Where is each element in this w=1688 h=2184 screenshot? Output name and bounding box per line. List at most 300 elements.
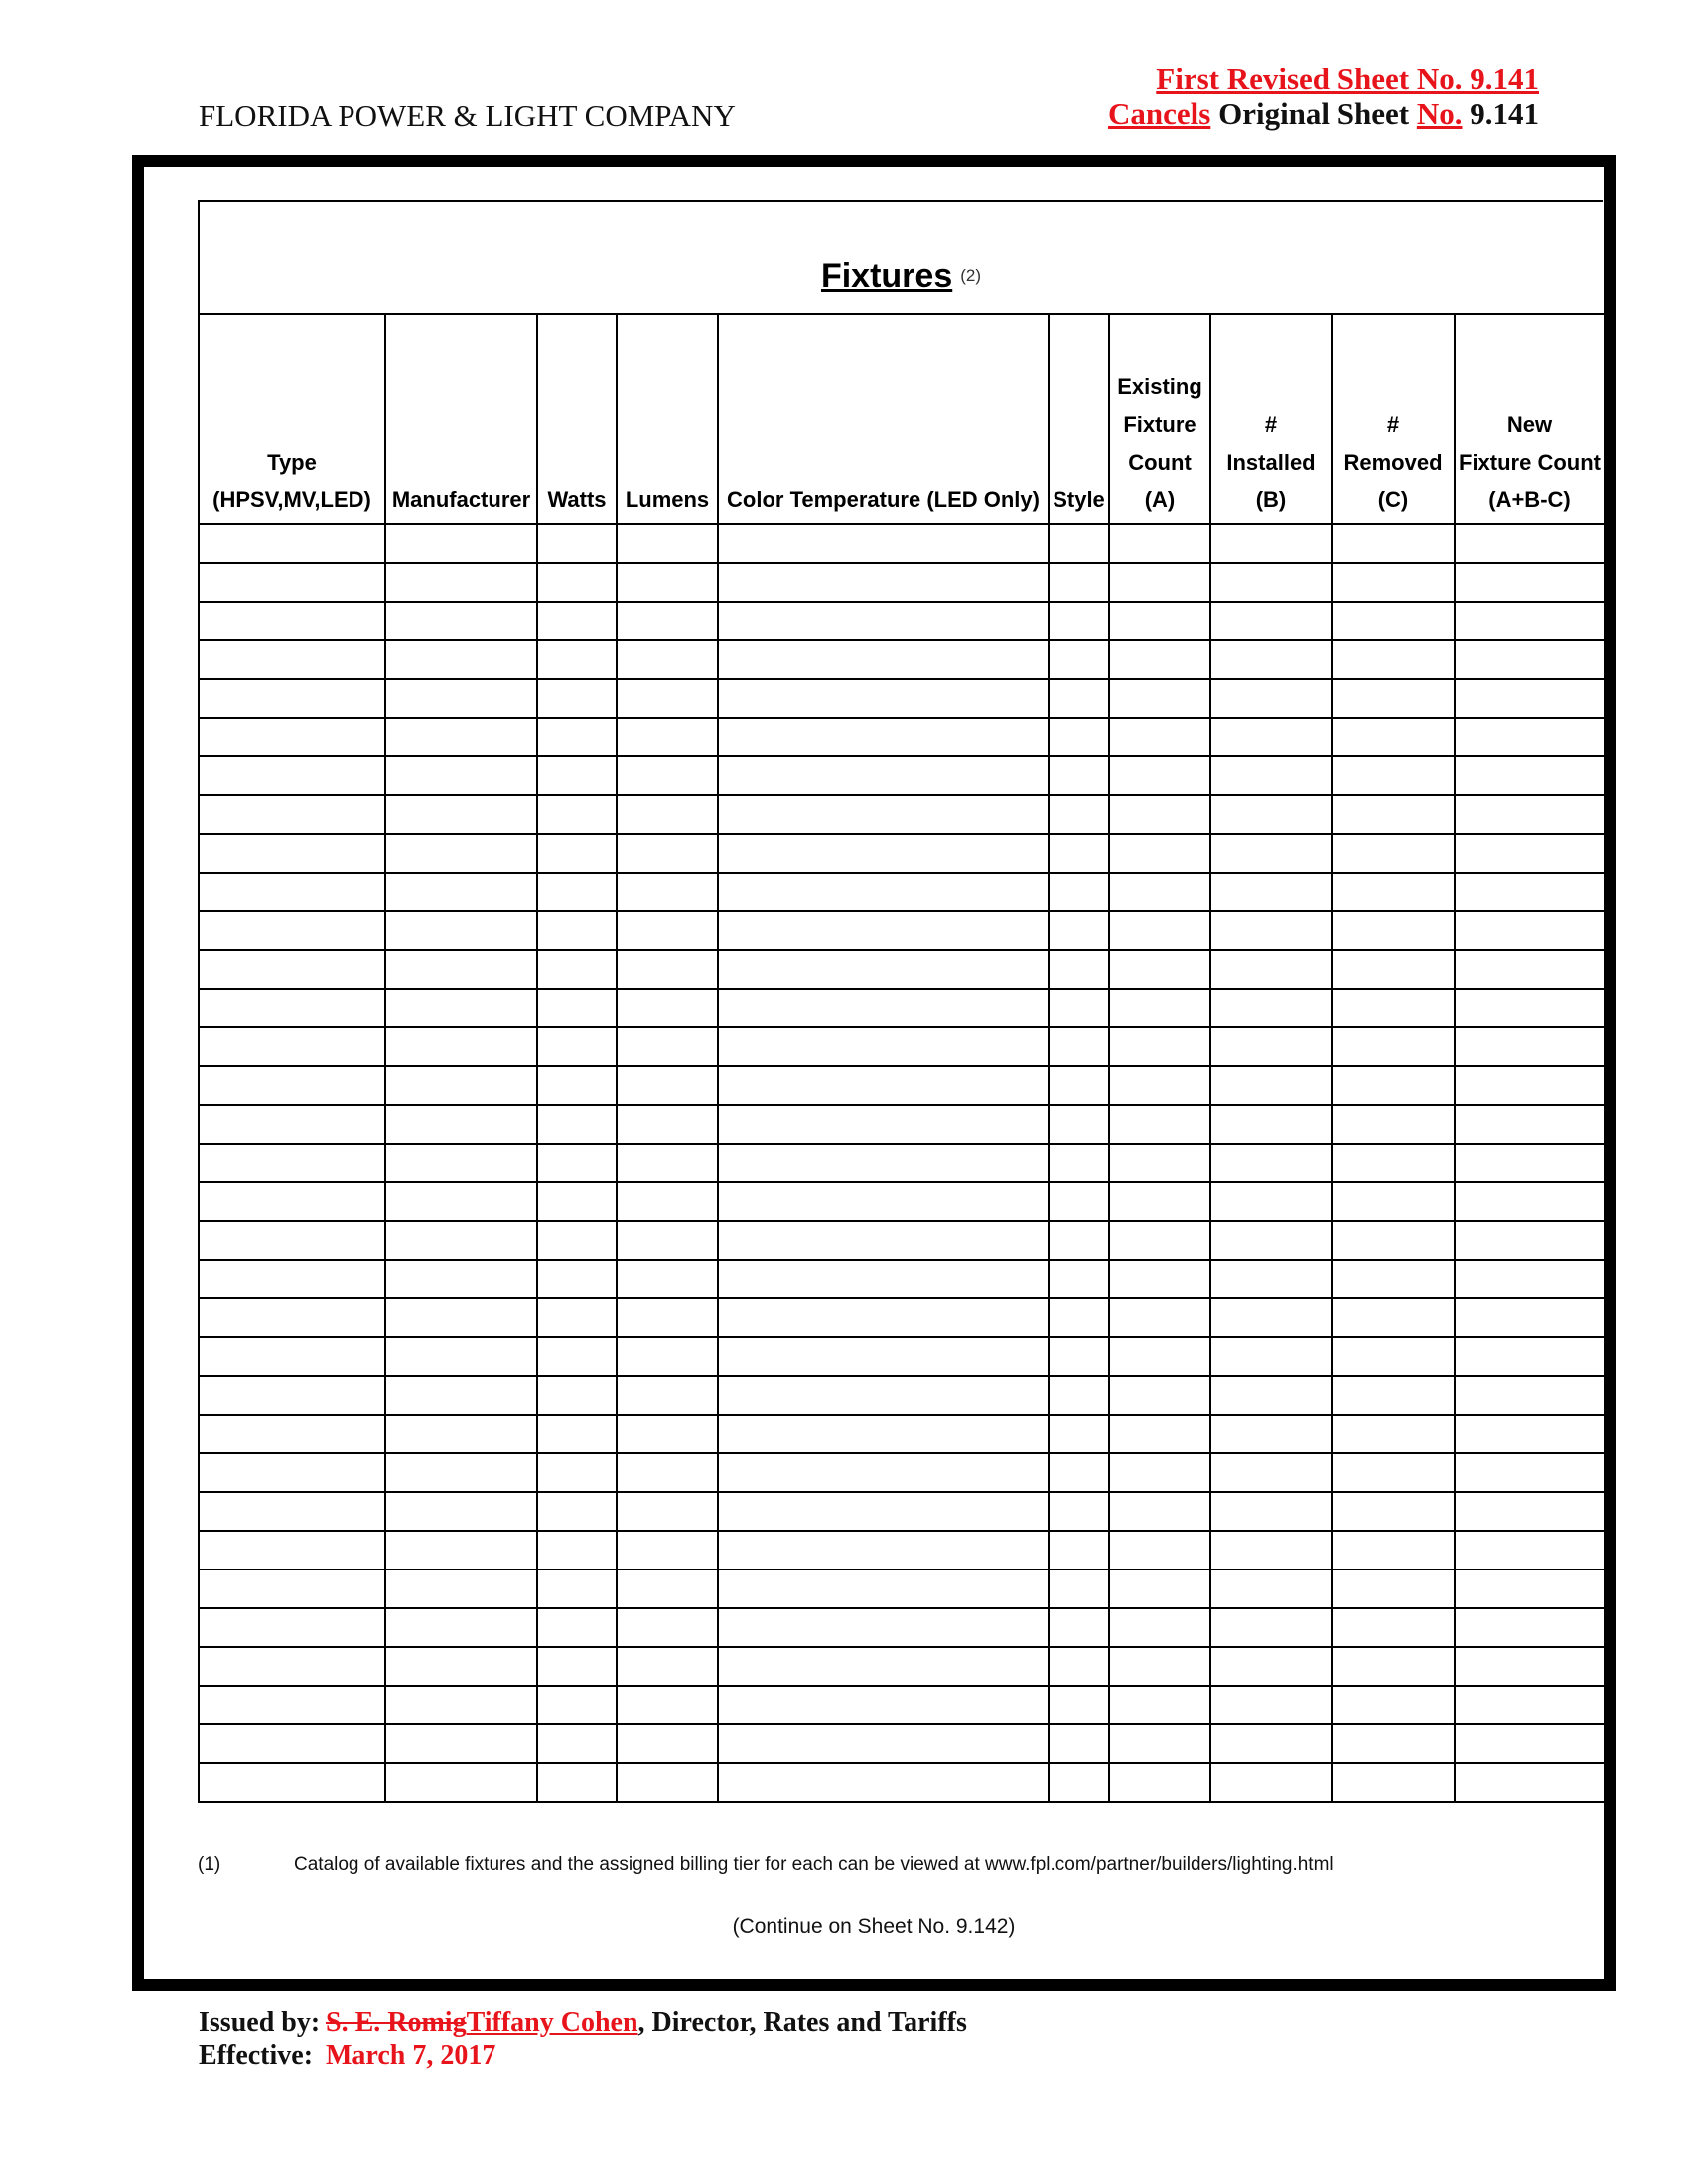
table-cell[interactable] (1109, 1531, 1210, 1570)
table-cell[interactable] (1210, 524, 1332, 563)
table-cell[interactable] (385, 1221, 537, 1260)
table-cell[interactable] (199, 1105, 385, 1144)
table-cell[interactable] (199, 1492, 385, 1531)
table-cell[interactable] (199, 873, 385, 911)
table-cell[interactable] (718, 756, 1049, 795)
table-cell[interactable] (199, 602, 385, 640)
table-cell[interactable] (1210, 1453, 1332, 1492)
table-cell[interactable] (617, 1298, 718, 1337)
table-cell[interactable] (617, 1337, 718, 1376)
table-cell[interactable] (537, 640, 617, 679)
table-cell[interactable] (1049, 873, 1109, 911)
table-cell[interactable] (1332, 679, 1455, 718)
table-cell[interactable] (1210, 1144, 1332, 1182)
table-cell[interactable] (537, 1337, 617, 1376)
table-cell[interactable] (199, 1608, 385, 1647)
table-cell[interactable] (199, 1570, 385, 1608)
table-cell[interactable] (718, 1066, 1049, 1105)
table-cell[interactable] (1455, 911, 1604, 950)
table-cell[interactable] (1109, 1608, 1210, 1647)
table-cell[interactable] (385, 834, 537, 873)
table-cell[interactable] (199, 795, 385, 834)
table-cell[interactable] (1455, 1724, 1604, 1763)
table-cell[interactable] (1332, 1027, 1455, 1066)
table-cell[interactable] (1210, 640, 1332, 679)
table-cell[interactable] (1210, 1066, 1332, 1105)
table-cell[interactable] (1210, 1221, 1332, 1260)
table-cell[interactable] (1210, 1337, 1332, 1376)
table-cell[interactable] (617, 795, 718, 834)
table-cell[interactable] (617, 1570, 718, 1608)
table-cell[interactable] (718, 1144, 1049, 1182)
table-cell[interactable] (1455, 1260, 1604, 1298)
table-cell[interactable] (1049, 1260, 1109, 1298)
table-cell[interactable] (617, 1182, 718, 1221)
table-cell[interactable] (1109, 1066, 1210, 1105)
table-cell[interactable] (1049, 718, 1109, 756)
table-cell[interactable] (199, 1066, 385, 1105)
table-cell[interactable] (1109, 1337, 1210, 1376)
table-cell[interactable] (617, 1260, 718, 1298)
table-cell[interactable] (1455, 718, 1604, 756)
table-cell[interactable] (1210, 834, 1332, 873)
table-cell[interactable] (1210, 602, 1332, 640)
table-cell[interactable] (199, 1376, 385, 1415)
table-cell[interactable] (1332, 1531, 1455, 1570)
table-cell[interactable] (537, 1763, 617, 1802)
table-cell[interactable] (199, 1298, 385, 1337)
table-cell[interactable] (537, 795, 617, 834)
table-cell[interactable] (385, 1492, 537, 1531)
table-cell[interactable] (718, 1337, 1049, 1376)
table-cell[interactable] (718, 1105, 1049, 1144)
table-cell[interactable] (1049, 1027, 1109, 1066)
table-cell[interactable] (1455, 834, 1604, 873)
table-cell[interactable] (617, 679, 718, 718)
table-cell[interactable] (1210, 873, 1332, 911)
table-cell[interactable] (1049, 1376, 1109, 1415)
table-cell[interactable] (385, 911, 537, 950)
table-cell[interactable] (1455, 524, 1604, 563)
table-cell[interactable] (1109, 1647, 1210, 1686)
table-cell[interactable] (718, 1492, 1049, 1531)
table-cell[interactable] (199, 989, 385, 1027)
table-cell[interactable] (1210, 1298, 1332, 1337)
table-cell[interactable] (199, 524, 385, 563)
table-cell[interactable] (1455, 873, 1604, 911)
table-cell[interactable] (1332, 989, 1455, 1027)
table-cell[interactable] (617, 1492, 718, 1531)
table-cell[interactable] (199, 1724, 385, 1763)
table-cell[interactable] (1049, 1724, 1109, 1763)
table-cell[interactable] (1332, 1066, 1455, 1105)
table-cell[interactable] (1049, 1221, 1109, 1260)
table-cell[interactable] (385, 1724, 537, 1763)
table-cell[interactable] (1455, 1066, 1604, 1105)
table-cell[interactable] (385, 1105, 537, 1144)
table-cell[interactable] (718, 524, 1049, 563)
table-cell[interactable] (1049, 911, 1109, 950)
table-cell[interactable] (1332, 911, 1455, 950)
table-cell[interactable] (718, 1570, 1049, 1608)
table-cell[interactable] (385, 989, 537, 1027)
table-cell[interactable] (1332, 1144, 1455, 1182)
table-cell[interactable] (1332, 1415, 1455, 1453)
table-cell[interactable] (199, 911, 385, 950)
table-cell[interactable] (537, 1724, 617, 1763)
table-cell[interactable] (1049, 563, 1109, 602)
table-cell[interactable] (617, 1027, 718, 1066)
table-cell[interactable] (1332, 795, 1455, 834)
table-cell[interactable] (617, 756, 718, 795)
table-cell[interactable] (537, 1144, 617, 1182)
table-cell[interactable] (537, 911, 617, 950)
table-cell[interactable] (1109, 1376, 1210, 1415)
table-cell[interactable] (537, 1608, 617, 1647)
table-cell[interactable] (1210, 1763, 1332, 1802)
table-cell[interactable] (1109, 679, 1210, 718)
table-cell[interactable] (617, 989, 718, 1027)
table-cell[interactable] (718, 1531, 1049, 1570)
table-cell[interactable] (199, 834, 385, 873)
table-cell[interactable] (385, 950, 537, 989)
table-cell[interactable] (537, 989, 617, 1027)
table-cell[interactable] (718, 911, 1049, 950)
table-cell[interactable] (385, 1647, 537, 1686)
table-cell[interactable] (385, 1608, 537, 1647)
table-cell[interactable] (1109, 1570, 1210, 1608)
table-cell[interactable] (617, 640, 718, 679)
table-cell[interactable] (1109, 602, 1210, 640)
table-cell[interactable] (1455, 1608, 1604, 1647)
table-cell[interactable] (718, 1027, 1049, 1066)
table-cell[interactable] (1109, 640, 1210, 679)
table-cell[interactable] (718, 950, 1049, 989)
table-cell[interactable] (617, 1105, 718, 1144)
table-cell[interactable] (385, 1260, 537, 1298)
table-cell[interactable] (1332, 1724, 1455, 1763)
table-cell[interactable] (385, 1686, 537, 1724)
table-cell[interactable] (537, 834, 617, 873)
table-cell[interactable] (385, 756, 537, 795)
table-cell[interactable] (199, 1531, 385, 1570)
table-cell[interactable] (1210, 1724, 1332, 1763)
table-cell[interactable] (537, 1570, 617, 1608)
table-cell[interactable] (1109, 756, 1210, 795)
table-cell[interactable] (718, 640, 1049, 679)
table-cell[interactable] (1210, 679, 1332, 718)
table-cell[interactable] (1455, 1453, 1604, 1492)
table-cell[interactable] (617, 718, 718, 756)
table-cell[interactable] (1455, 563, 1604, 602)
table-cell[interactable] (199, 1144, 385, 1182)
table-cell[interactable] (1109, 1260, 1210, 1298)
table-cell[interactable] (537, 1027, 617, 1066)
table-cell[interactable] (1332, 1182, 1455, 1221)
table-cell[interactable] (718, 873, 1049, 911)
table-cell[interactable] (1332, 1298, 1455, 1337)
table-cell[interactable] (1049, 524, 1109, 563)
table-cell[interactable] (1049, 1763, 1109, 1802)
table-cell[interactable] (1109, 1027, 1210, 1066)
table-cell[interactable] (385, 679, 537, 718)
table-cell[interactable] (537, 1221, 617, 1260)
table-cell[interactable] (1049, 1608, 1109, 1647)
table-cell[interactable] (199, 1686, 385, 1724)
table-cell[interactable] (1049, 834, 1109, 873)
table-cell[interactable] (537, 1415, 617, 1453)
table-cell[interactable] (718, 1182, 1049, 1221)
table-cell[interactable] (718, 563, 1049, 602)
table-cell[interactable] (1049, 1570, 1109, 1608)
table-cell[interactable] (718, 1221, 1049, 1260)
table-cell[interactable] (1109, 1686, 1210, 1724)
table-cell[interactable] (1455, 1492, 1604, 1531)
table-cell[interactable] (1455, 1763, 1604, 1802)
table-cell[interactable] (1049, 1647, 1109, 1686)
table-cell[interactable] (1332, 1337, 1455, 1376)
table-cell[interactable] (537, 602, 617, 640)
table-cell[interactable] (617, 1608, 718, 1647)
table-cell[interactable] (1332, 1453, 1455, 1492)
table-cell[interactable] (718, 679, 1049, 718)
table-cell[interactable] (718, 834, 1049, 873)
table-cell[interactable] (1332, 873, 1455, 911)
table-cell[interactable] (1332, 640, 1455, 679)
table-cell[interactable] (1049, 950, 1109, 989)
table-cell[interactable] (199, 679, 385, 718)
table-cell[interactable] (1109, 1221, 1210, 1260)
table-cell[interactable] (385, 640, 537, 679)
table-cell[interactable] (1049, 1415, 1109, 1453)
table-cell[interactable] (1049, 1144, 1109, 1182)
table-cell[interactable] (1049, 640, 1109, 679)
table-cell[interactable] (1455, 1686, 1604, 1724)
table-cell[interactable] (718, 718, 1049, 756)
table-cell[interactable] (385, 873, 537, 911)
table-cell[interactable] (1332, 950, 1455, 989)
table-cell[interactable] (1455, 1027, 1604, 1066)
table-cell[interactable] (1332, 834, 1455, 873)
table-cell[interactable] (385, 1570, 537, 1608)
table-cell[interactable] (1332, 756, 1455, 795)
table-cell[interactable] (718, 1260, 1049, 1298)
table-cell[interactable] (1455, 1647, 1604, 1686)
table-cell[interactable] (718, 1686, 1049, 1724)
table-cell[interactable] (1332, 1686, 1455, 1724)
table-cell[interactable] (537, 950, 617, 989)
table-cell[interactable] (385, 1453, 537, 1492)
table-cell[interactable] (1049, 602, 1109, 640)
table-cell[interactable] (1210, 1182, 1332, 1221)
table-cell[interactable] (1049, 1298, 1109, 1337)
table-cell[interactable] (1109, 911, 1210, 950)
table-cell[interactable] (1332, 1260, 1455, 1298)
table-cell[interactable] (1049, 1531, 1109, 1570)
table-cell[interactable] (1332, 1570, 1455, 1608)
table-cell[interactable] (1332, 1221, 1455, 1260)
table-cell[interactable] (1049, 1182, 1109, 1221)
table-cell[interactable] (199, 950, 385, 989)
table-cell[interactable] (537, 756, 617, 795)
table-cell[interactable] (718, 1415, 1049, 1453)
table-cell[interactable] (718, 1647, 1049, 1686)
table-cell[interactable] (385, 1337, 537, 1376)
table-cell[interactable] (1210, 950, 1332, 989)
table-cell[interactable] (1210, 911, 1332, 950)
table-cell[interactable] (537, 1492, 617, 1531)
table-cell[interactable] (1455, 1570, 1604, 1608)
table-cell[interactable] (1332, 1763, 1455, 1802)
table-cell[interactable] (1109, 1182, 1210, 1221)
table-cell[interactable] (537, 563, 617, 602)
table-cell[interactable] (1455, 795, 1604, 834)
table-cell[interactable] (385, 563, 537, 602)
table-cell[interactable] (1210, 563, 1332, 602)
table-cell[interactable] (1332, 563, 1455, 602)
table-cell[interactable] (1332, 1492, 1455, 1531)
table-cell[interactable] (1210, 1608, 1332, 1647)
table-cell[interactable] (1049, 1492, 1109, 1531)
table-cell[interactable] (385, 1376, 537, 1415)
table-cell[interactable] (1455, 756, 1604, 795)
table-cell[interactable] (199, 1453, 385, 1492)
table-cell[interactable] (1109, 1492, 1210, 1531)
table-cell[interactable] (1210, 1415, 1332, 1453)
table-cell[interactable] (385, 602, 537, 640)
table-cell[interactable] (1109, 524, 1210, 563)
table-cell[interactable] (617, 873, 718, 911)
table-cell[interactable] (1455, 602, 1604, 640)
table-cell[interactable] (718, 1724, 1049, 1763)
table-cell[interactable] (1455, 1337, 1604, 1376)
table-cell[interactable] (385, 1144, 537, 1182)
table-cell[interactable] (1210, 1647, 1332, 1686)
table-cell[interactable] (1455, 640, 1604, 679)
table-cell[interactable] (617, 950, 718, 989)
table-cell[interactable] (1109, 563, 1210, 602)
table-cell[interactable] (1210, 1105, 1332, 1144)
table-cell[interactable] (1210, 795, 1332, 834)
table-cell[interactable] (385, 1763, 537, 1802)
table-cell[interactable] (1109, 1763, 1210, 1802)
table-cell[interactable] (617, 1686, 718, 1724)
table-cell[interactable] (718, 1298, 1049, 1337)
table-cell[interactable] (199, 1027, 385, 1066)
table-cell[interactable] (1049, 1066, 1109, 1105)
table-cell[interactable] (199, 640, 385, 679)
table-cell[interactable] (385, 795, 537, 834)
table-cell[interactable] (1049, 1337, 1109, 1376)
table-cell[interactable] (1109, 795, 1210, 834)
table-cell[interactable] (1109, 1453, 1210, 1492)
table-cell[interactable] (1210, 989, 1332, 1027)
table-cell[interactable] (718, 1453, 1049, 1492)
table-cell[interactable] (718, 1376, 1049, 1415)
table-cell[interactable] (1455, 1182, 1604, 1221)
table-cell[interactable] (1109, 873, 1210, 911)
table-cell[interactable] (617, 1066, 718, 1105)
table-cell[interactable] (1109, 989, 1210, 1027)
table-cell[interactable] (385, 718, 537, 756)
table-cell[interactable] (199, 1182, 385, 1221)
table-cell[interactable] (1049, 795, 1109, 834)
table-cell[interactable] (199, 1415, 385, 1453)
table-cell[interactable] (199, 1763, 385, 1802)
table-cell[interactable] (537, 524, 617, 563)
table-cell[interactable] (1049, 1453, 1109, 1492)
table-cell[interactable] (1109, 1105, 1210, 1144)
table-cell[interactable] (1455, 989, 1604, 1027)
table-cell[interactable] (1210, 1531, 1332, 1570)
table-cell[interactable] (1455, 1531, 1604, 1570)
table-cell[interactable] (718, 1763, 1049, 1802)
table-cell[interactable] (617, 1531, 718, 1570)
table-cell[interactable] (537, 1453, 617, 1492)
table-cell[interactable] (385, 1298, 537, 1337)
table-cell[interactable] (1109, 1415, 1210, 1453)
table-cell[interactable] (1109, 718, 1210, 756)
table-cell[interactable] (718, 602, 1049, 640)
table-cell[interactable] (537, 679, 617, 718)
table-cell[interactable] (1455, 1221, 1604, 1260)
table-cell[interactable] (617, 563, 718, 602)
table-cell[interactable] (385, 1415, 537, 1453)
table-cell[interactable] (385, 1531, 537, 1570)
table-cell[interactable] (199, 1260, 385, 1298)
table-cell[interactable] (1332, 1647, 1455, 1686)
table-cell[interactable] (1455, 950, 1604, 989)
table-cell[interactable] (537, 1298, 617, 1337)
table-cell[interactable] (199, 1337, 385, 1376)
table-cell[interactable] (385, 1182, 537, 1221)
table-cell[interactable] (385, 1027, 537, 1066)
table-cell[interactable] (537, 1647, 617, 1686)
table-cell[interactable] (199, 563, 385, 602)
table-cell[interactable] (718, 989, 1049, 1027)
table-cell[interactable] (1332, 602, 1455, 640)
table-cell[interactable] (199, 756, 385, 795)
table-cell[interactable] (1455, 1298, 1604, 1337)
table-cell[interactable] (1109, 834, 1210, 873)
table-cell[interactable] (617, 1415, 718, 1453)
table-cell[interactable] (1049, 679, 1109, 718)
table-cell[interactable] (718, 1608, 1049, 1647)
table-cell[interactable] (199, 1647, 385, 1686)
table-cell[interactable] (1049, 989, 1109, 1027)
table-cell[interactable] (1210, 1686, 1332, 1724)
table-cell[interactable] (537, 1376, 617, 1415)
table-cell[interactable] (1109, 1724, 1210, 1763)
table-cell[interactable] (537, 1531, 617, 1570)
table-cell[interactable] (617, 1724, 718, 1763)
table-cell[interactable] (1332, 1376, 1455, 1415)
table-cell[interactable] (537, 1260, 617, 1298)
table-cell[interactable] (617, 602, 718, 640)
table-cell[interactable] (617, 834, 718, 873)
table-cell[interactable] (1210, 1492, 1332, 1531)
table-cell[interactable] (199, 718, 385, 756)
table-cell[interactable] (537, 718, 617, 756)
table-cell[interactable] (537, 1105, 617, 1144)
table-cell[interactable] (1210, 1260, 1332, 1298)
table-cell[interactable] (1455, 1376, 1604, 1415)
table-cell[interactable] (617, 1763, 718, 1802)
table-cell[interactable] (199, 1221, 385, 1260)
table-cell[interactable] (1109, 950, 1210, 989)
table-cell[interactable] (617, 1453, 718, 1492)
table-cell[interactable] (1049, 756, 1109, 795)
